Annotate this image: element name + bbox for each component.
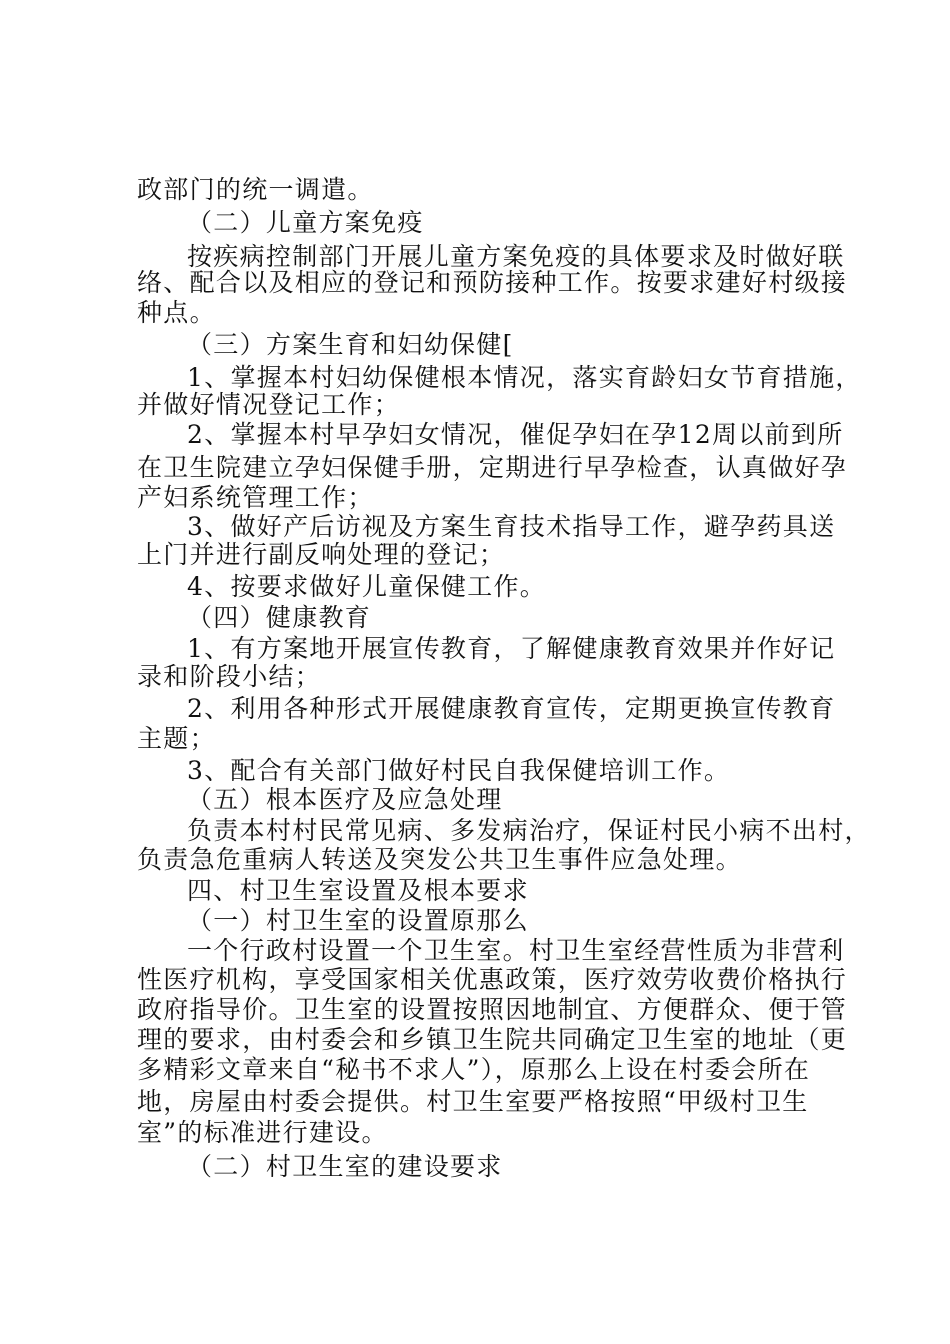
text-line: 政府指导价。卫生室的设置按照因地制宜、方便群众、便于管 bbox=[137, 995, 848, 1024]
text-line: 2、掌握本村早孕妇女情况，催促孕妇在孕12周以前到所 bbox=[187, 420, 844, 449]
section-heading: （三）方案生育和妇幼保健[ bbox=[187, 330, 514, 359]
text-line: 上门并进行副反响处理的登记； bbox=[137, 540, 506, 569]
text-line: 性医疗机构，享受国家相关优惠政策，医疗效劳收费价格执行 bbox=[137, 965, 848, 994]
text-line: 产妇系统管理工作； bbox=[137, 483, 374, 512]
section-heading: （二）儿童方案免疫 bbox=[187, 208, 424, 237]
text-line: 负责本村村民常见病、多发病治疗，保证村民小病不出村， bbox=[187, 816, 871, 845]
text-line: 3、配合有关部门做好村民自我保健培训工作。 bbox=[187, 756, 731, 785]
section-heading: 四、村卫生室设置及根本要求 bbox=[187, 876, 529, 905]
text-line: 一个行政村设置一个卫生室。村卫生室经营性质为非营利 bbox=[187, 936, 845, 965]
text-line: 3、做好产后访视及方案生育技术指导工作，避孕药具送 bbox=[187, 512, 836, 541]
section-heading: （五）根本医疗及应急处理 bbox=[187, 785, 503, 814]
section-heading: （二）村卫生室的建设要求 bbox=[187, 1152, 503, 1181]
text-line: 录和阶段小结； bbox=[137, 662, 322, 691]
text-line: 1、有方案地开展宣传教育，了解健康教育效果并作好记 bbox=[187, 634, 836, 663]
text-line: 政部门的统一调遣。 bbox=[137, 175, 374, 204]
text-line: 并做好情况登记工作； bbox=[137, 390, 401, 419]
text-line: 种点。 bbox=[137, 298, 216, 327]
text-line: 2、利用各种形式开展健康教育宣传，定期更换宣传教育 bbox=[187, 694, 836, 723]
text-line: 主题； bbox=[137, 724, 216, 753]
text-line: 多精彩文章来自“秘书不求人”），原那么上设在村委会所在 bbox=[137, 1055, 811, 1084]
text-line: 4、按要求做好儿童保健工作。 bbox=[187, 572, 547, 601]
text-line: 地，房屋由村委会提供。村卫生室要严格按照“甲级村卫生 bbox=[137, 1087, 809, 1116]
text-line: 负责急危重病人转送及突发公共卫生事件应急处理。 bbox=[137, 845, 742, 874]
text-line: 在卫生院建立孕妇保健手册，定期进行早孕检查，认真做好孕 bbox=[137, 453, 848, 482]
section-heading: （一）村卫生室的设置原那么 bbox=[187, 906, 529, 935]
text-line: 室”的标准进行建设。 bbox=[137, 1118, 388, 1147]
text-line: 络、配合以及相应的登记和预防接种工作。按要求建好村级接 bbox=[137, 268, 848, 297]
text-line: 1、掌握本村妇幼保健根本情况，落实育龄妇女节育措施， bbox=[187, 363, 862, 392]
section-heading: （四）健康教育 bbox=[187, 603, 372, 632]
text-line: 按疾病控制部门开展儿童方案免疫的具体要求及时做好联 bbox=[187, 242, 845, 271]
text-line: 理的要求，由村委会和乡镇卫生院共同确定卫生室的地址（更 bbox=[137, 1025, 848, 1054]
